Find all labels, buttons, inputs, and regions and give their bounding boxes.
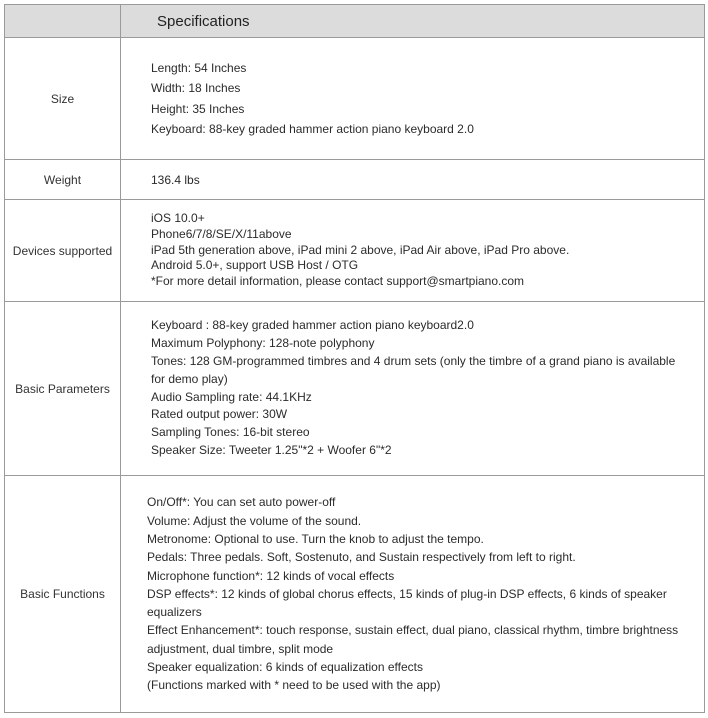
spec-line: Volume: Adjust the volume of the sound. xyxy=(147,513,362,528)
spec-line: Tones: 128 GM-programmed timbres and 4 drum sets (only the timbre of a grand piano is available for demo play) xyxy=(151,353,676,386)
spec-line: Speaker equalization: 6 kinds of equalization effects xyxy=(147,660,423,675)
specifications-table xyxy=(4,4,705,713)
spec-line: Pedals: Three pedals. Soft, Sostenuto, and Sustain respectively from left to right. xyxy=(147,550,576,565)
spec-line: Metronome: Optional to use. Turn the knob to adjust the tempo. xyxy=(147,531,484,546)
header-label-cell xyxy=(5,5,121,38)
spec-row-basic-parameters xyxy=(5,302,705,476)
spec-row-weight xyxy=(5,160,705,200)
spec-line: Phone6/7/8/SE/X/11above xyxy=(151,226,292,241)
spec-line: Effect Enhancement*: touch response, sustain effect, dual piano, classical rhythm, timbre brightness adjustment, dual timbre, split mode xyxy=(147,623,679,656)
row-label: Size xyxy=(5,38,121,160)
spec-line: Android 5.0+, support USB Host / OTG xyxy=(151,258,359,273)
spec-line: Maximum Polyphony: 128-note polyphony xyxy=(151,336,375,351)
spec-line: On/Off*: You can set auto power-off xyxy=(147,495,336,510)
spec-line: iOS 10.0+ xyxy=(151,211,205,225)
row-content xyxy=(121,302,705,476)
row-content xyxy=(121,476,705,713)
spec-line: DSP effects*: 12 kinds of global chorus effects, 15 kinds of plug-in DSP effects, 6 kinds of speaker equalizers xyxy=(147,586,667,620)
spec-line: Audio Sampling rate: 44.1KHz xyxy=(151,389,312,404)
row-content xyxy=(121,38,705,160)
spec-line: Speaker Size: Tweeter 1.25"*2 + Woofer 6"*2 xyxy=(151,442,392,457)
row-label: Basic Parameters xyxy=(5,302,121,476)
row-label: Weight xyxy=(5,160,121,200)
spec-line: 136.4 lbs xyxy=(151,172,200,187)
spec-line: Height: 35 Inches xyxy=(151,101,245,116)
row-content xyxy=(121,200,705,302)
spec-row-basic-functions xyxy=(5,476,705,713)
spec-row-devices xyxy=(5,200,705,302)
spec-line: Keyboard: 88-key graded hammer action piano keyboard 2.0 xyxy=(151,122,474,136)
spec-line: Keyboard : 88-key graded hammer action piano keyboard2.0 xyxy=(151,318,474,333)
header-row xyxy=(5,5,705,38)
spec-line: Width: 18 Inches xyxy=(151,81,241,95)
row-content xyxy=(121,160,705,200)
spec-line: Microphone function*: 12 kinds of vocal effects xyxy=(147,568,395,583)
spec-line: Sampling Tones: 16-bit stereo xyxy=(151,425,310,440)
spec-row-size xyxy=(5,38,705,160)
spec-line: *For more detail information, please contact support@smartpiano.com xyxy=(151,274,525,289)
row-label: Devices supported xyxy=(5,200,121,302)
spec-line: Rated output power: 30W xyxy=(151,407,288,422)
table-title: Specifications xyxy=(157,12,250,30)
spec-line: Length: 54 Inches xyxy=(151,60,247,75)
spec-line: (Functions marked with * need to be used with the app) xyxy=(147,678,441,693)
spec-line: iPad 5th generation above, iPad mini 2 above, iPad Air above, iPad Pro above. xyxy=(151,242,570,257)
row-label: Basic Functions xyxy=(5,476,121,713)
header-title-cell xyxy=(121,5,705,38)
